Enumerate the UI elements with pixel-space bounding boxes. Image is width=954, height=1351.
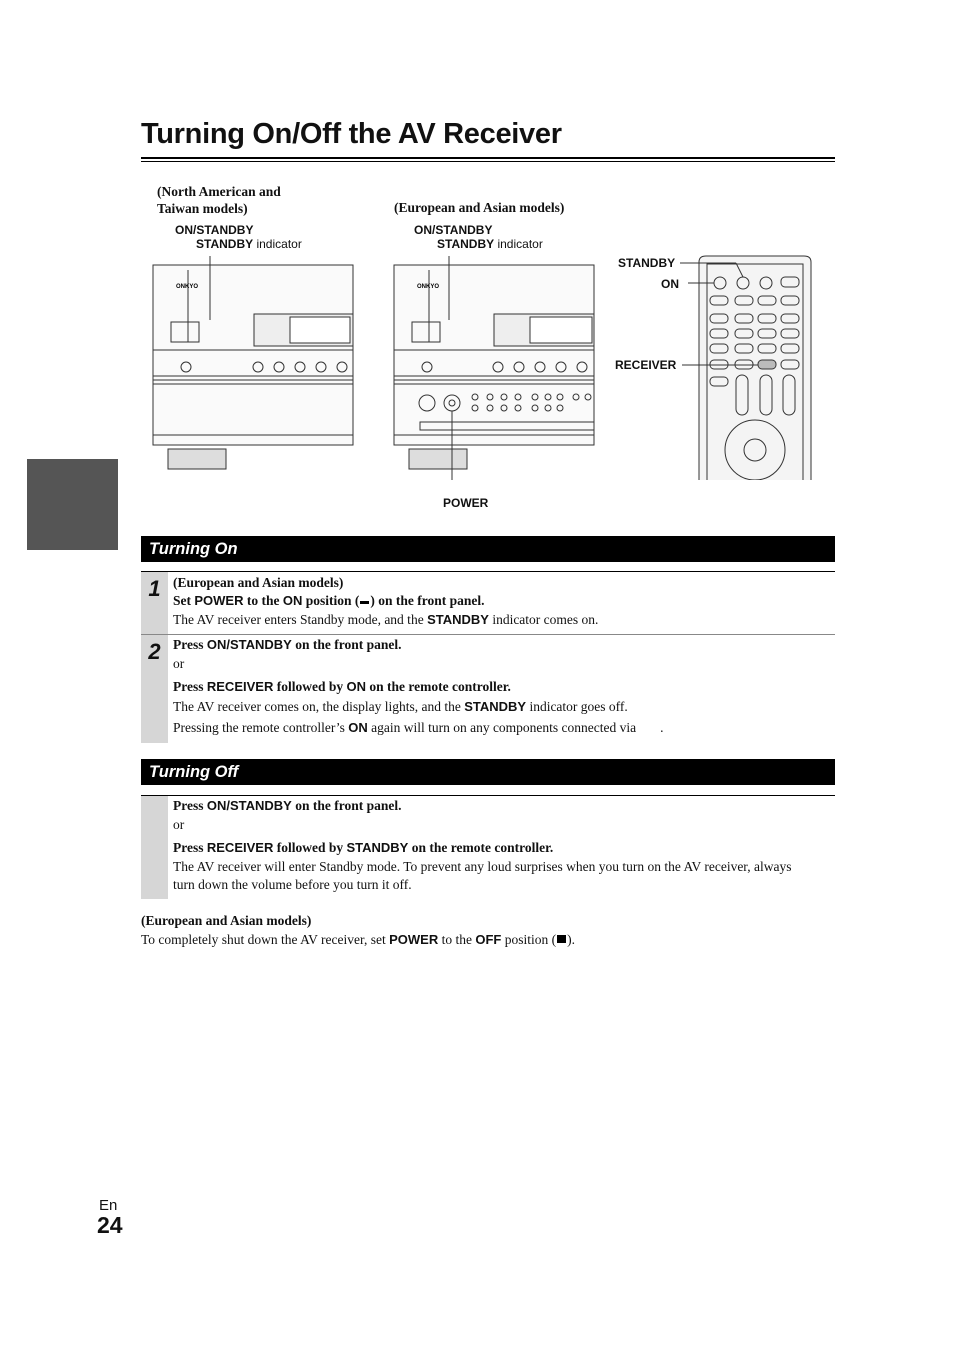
page-number: 24 bbox=[97, 1212, 123, 1238]
step2-top-rule bbox=[141, 634, 835, 635]
chapter-tab bbox=[27, 459, 118, 550]
remote-control bbox=[680, 256, 811, 480]
power-off-position-icon bbox=[556, 934, 567, 944]
power-on-position-icon bbox=[359, 596, 370, 605]
eu-shutdown-note: (European and Asian models) To completely shut down the AV receiver, set POWER to the OFF position ( ). bbox=[141, 913, 575, 947]
turning-off-content: Press ON/STANDBY on the front panel. or Press RECEIVER followed by STANDBY on the remote controller. The AV receiver will enter Standby mode. To prevent any loud surprises when you turn on the AV receiver, always turn down the volume before you turn it off. bbox=[173, 798, 792, 892]
remote-on-label: ON bbox=[661, 277, 679, 291]
eu-models-caption: (European and Asian models) bbox=[394, 200, 565, 215]
na-models-caption: (North American and Taiwan models) bbox=[157, 184, 281, 216]
turning-off-heading: Turning Off bbox=[141, 759, 835, 785]
eu-on-standby-label: ON/STANDBY bbox=[414, 223, 493, 237]
off-top-rule bbox=[141, 795, 835, 796]
step2-content: Press ON/STANDBY on the front panel. or Press RECEIVER followed by ON on the remote controller. The AV receiver comes on, the display lights, and the STANDBY indicator goes off. Pressing the remote controller’s ON again will turn on any components connected via . bbox=[173, 637, 664, 735]
page-title: Turning On/Off the AV Receiver bbox=[141, 118, 562, 150]
turning-on-heading: Turning On bbox=[141, 536, 835, 562]
na-on-standby-label: ON/STANDBY bbox=[175, 223, 254, 237]
receiver-figures bbox=[140, 250, 830, 480]
step1-top-rule bbox=[141, 571, 835, 572]
svg-text:ONKYO: ONKYO bbox=[176, 284, 199, 290]
power-label: POWER bbox=[443, 496, 489, 510]
na-standby-indicator-label: STANDBY indicator bbox=[196, 237, 302, 251]
remote-standby-label: STANDBY bbox=[618, 256, 676, 270]
off-step-cell bbox=[141, 796, 168, 899]
remote-receiver-label: RECEIVER bbox=[615, 358, 677, 372]
eu-standby-indicator-label: STANDBY indicator bbox=[437, 237, 543, 251]
title-rule bbox=[141, 157, 835, 159]
svg-text:ONKYO: ONKYO bbox=[417, 284, 440, 290]
title-rule-thin bbox=[141, 161, 835, 162]
step1-number-cell: 1 bbox=[141, 572, 168, 634]
step1-content: (European and Asian models) Set POWER to the ON position ( ) on the front panel. The AV receiver enters Standby mode, and the STANDBY indicator comes on. bbox=[173, 575, 599, 627]
page-language: En bbox=[99, 1197, 118, 1214]
step2-number-cell: 2 bbox=[141, 635, 168, 743]
